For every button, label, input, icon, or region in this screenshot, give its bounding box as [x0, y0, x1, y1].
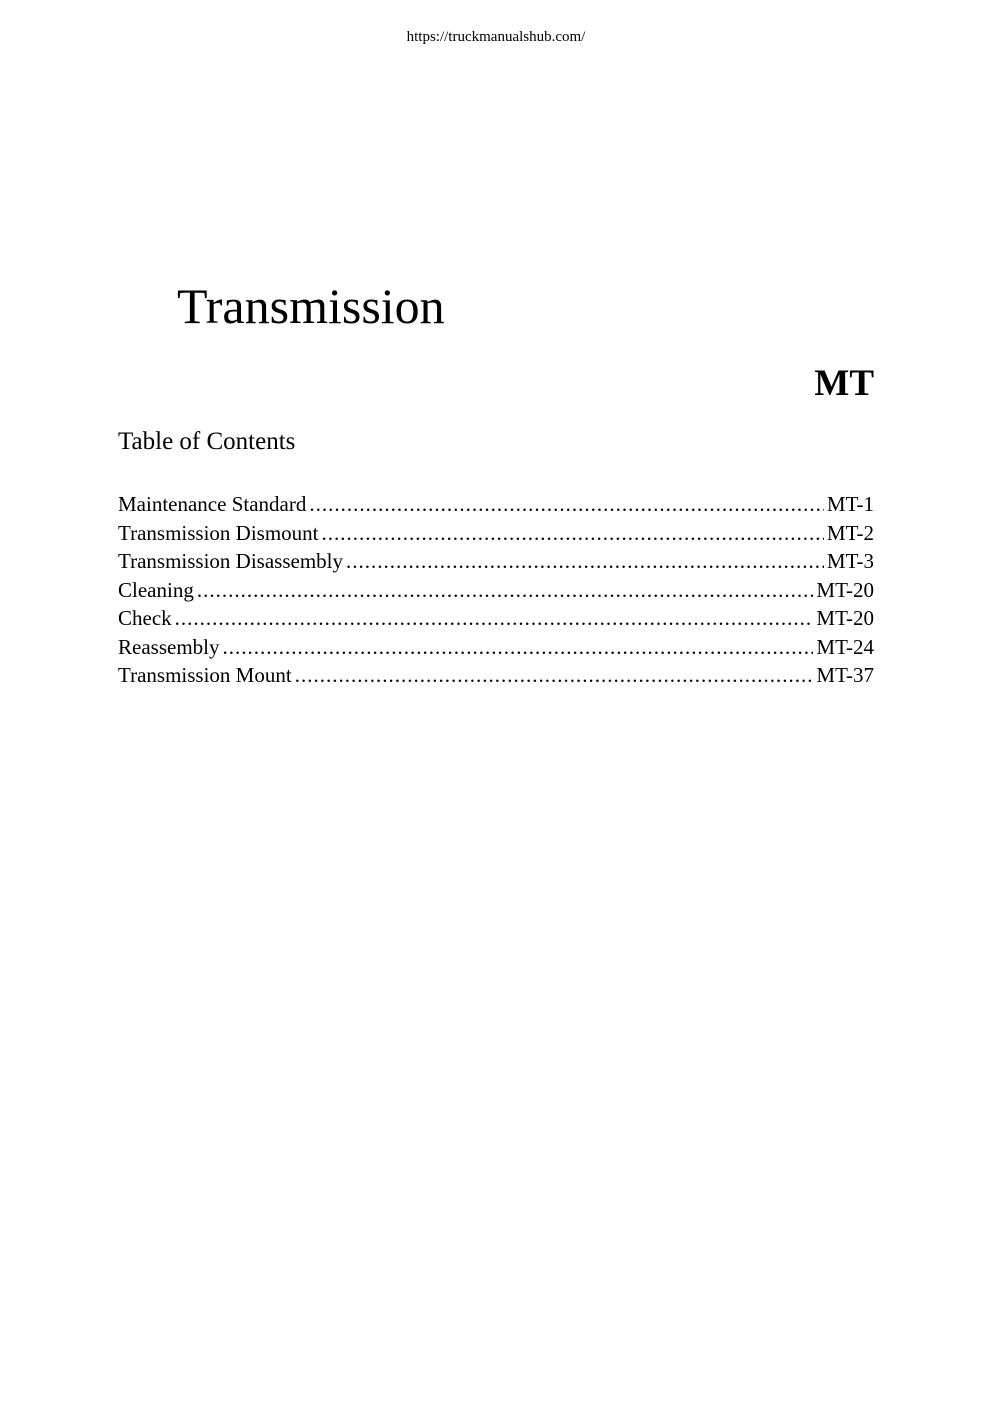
toc-leader-dots: [309, 490, 824, 519]
toc-entry-label: Transmission Mount: [118, 663, 292, 687]
toc-leader-dots: [346, 547, 824, 576]
toc-entry-maintenance-standard[interactable]: [118, 490, 874, 519]
toc-leader-dots: [222, 633, 813, 662]
header-url[interactable]: https://truckmanualshub.com/: [406, 29, 586, 45]
toc-entry-transmission-mount[interactable]: [118, 661, 874, 690]
toc-entry-page: MT-1: [826, 492, 874, 516]
toc-leader-dots: [295, 661, 814, 690]
toc-entry-label: Maintenance Standard: [118, 492, 307, 516]
toc-entry-page: MT-37: [816, 663, 874, 687]
toc-leader-dots: [322, 519, 824, 548]
toc-entry-label: Transmission Dismount: [118, 520, 319, 545]
toc-entry-page: MT-3: [826, 549, 874, 573]
toc-entry-page: MT-20: [816, 606, 874, 630]
toc-entry-transmission-dismount[interactable]: [118, 519, 874, 548]
toc-entry-page: MT-20: [816, 577, 874, 602]
toc-entry-cleaning[interactable]: [118, 576, 874, 605]
toc-heading: Table of Contents: [118, 428, 296, 455]
section-code: MT: [814, 363, 874, 404]
toc-leader-dots: [175, 604, 814, 633]
toc-list: [118, 490, 874, 690]
toc-leader-dots: [197, 576, 814, 605]
toc-entry-label: Check: [118, 606, 172, 630]
toc-entry-check[interactable]: [118, 604, 874, 633]
toc-entry-page: MT-2: [826, 520, 874, 545]
toc-entry-label: Transmission Disassembly: [118, 549, 344, 573]
toc-entry-page: MT-24: [816, 634, 874, 659]
toc-entry-label: Cleaning: [118, 577, 194, 602]
toc-entry-reassembly[interactable]: [118, 633, 874, 662]
toc-entry-label: Reassembly: [118, 634, 220, 659]
toc-entry-transmission-disassembly[interactable]: [118, 547, 874, 576]
document-title: Transmission: [177, 278, 445, 334]
